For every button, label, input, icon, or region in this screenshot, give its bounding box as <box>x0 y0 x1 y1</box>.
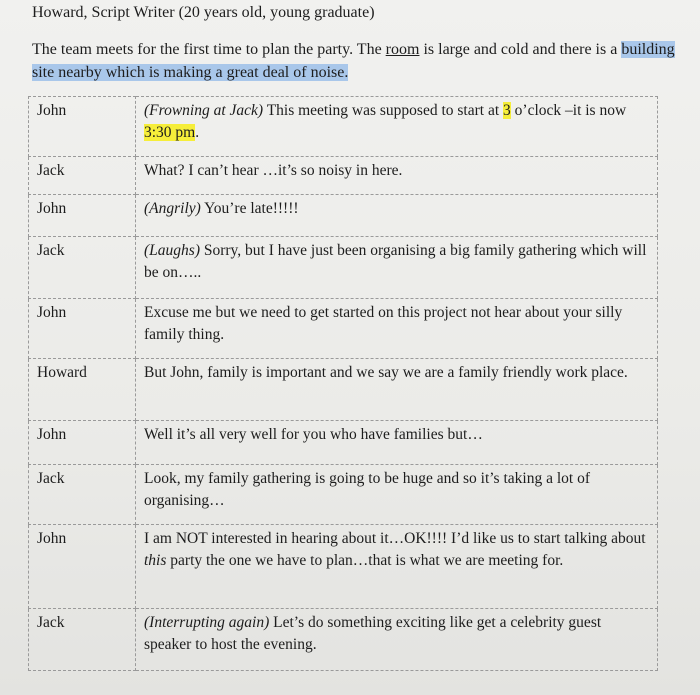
underlined-word-room: room <box>385 41 420 58</box>
dialogue-cell[interactable] <box>136 465 658 525</box>
dialogue-text: What? I can’t hear …it’s so noisy in here. <box>144 162 403 179</box>
speaker-cell[interactable]: John <box>29 195 136 237</box>
dialogue-text: o’clock –it is now <box>510 102 627 119</box>
scene-description <box>32 38 692 84</box>
dialogue-text: But John, family is important and we say we are a family friendly work place. <box>144 364 628 381</box>
table-row <box>29 195 658 237</box>
dialogue-table <box>28 96 658 671</box>
highlighted-text: 3 <box>503 102 511 119</box>
table-row <box>29 97 658 157</box>
dialogue-cell[interactable] <box>136 97 658 157</box>
speaker-cell[interactable]: John <box>29 97 136 157</box>
table-row <box>29 525 658 609</box>
character-heading: Howard, Script Writer (20 years old, young graduate) <box>32 4 375 21</box>
intro-text-start: The team meets for the first time to plan the party. The <box>32 41 386 58</box>
speaker-cell[interactable]: John <box>29 421 136 465</box>
stage-direction: (Angrily) <box>144 200 201 217</box>
intro-text-middle: is large and cold and there is a <box>419 41 622 58</box>
dialogue-text: Let’s do something exciting like get a celebrity guest speaker to host the evening. <box>144 614 602 653</box>
stage-direction: (Interrupting again) <box>144 614 270 631</box>
speaker-cell[interactable]: Jack <box>29 465 136 525</box>
dialogue-cell[interactable] <box>136 421 658 465</box>
table-row <box>29 359 658 421</box>
table-row <box>29 465 658 525</box>
dialogue-text: This meeting was supposed to start at <box>263 102 504 119</box>
dialogue-text: Well it’s all very well for you who have families but… <box>144 426 483 443</box>
stage-direction: (Frowning at Jack) <box>144 102 264 119</box>
dialogue-text: . <box>195 124 200 141</box>
speaker-cell[interactable]: Jack <box>29 609 136 671</box>
speaker-cell[interactable]: Jack <box>29 157 136 195</box>
speaker-cell[interactable]: John <box>29 299 136 359</box>
stage-direction: this <box>144 552 167 569</box>
table-row <box>29 299 658 359</box>
dialogue-text: You’re late!!!!! <box>200 200 299 217</box>
dialogue-text: Look, my family gathering is going to be huge and so it’s taking a lot of organising… <box>144 470 590 509</box>
dialogue-cell[interactable] <box>136 359 658 421</box>
dialogue-cell[interactable] <box>136 609 658 671</box>
dialogue-text: party the one we have to plan…that is what we are meeting for. <box>166 552 564 569</box>
dialogue-cell[interactable] <box>136 195 658 237</box>
dialogue-cell[interactable] <box>136 525 658 609</box>
stage-direction: (Laughs) <box>144 242 200 259</box>
table-row <box>29 157 658 195</box>
table-row <box>29 237 658 299</box>
dialogue-cell[interactable] <box>136 237 658 299</box>
dialogue-cell[interactable] <box>136 157 658 195</box>
dialogue-text: I am NOT interested in hearing about it…OK!!!! I’d like us to start talking about <box>144 530 646 547</box>
selected-text[interactable]: building site nearby which is making a great deal of noise. <box>32 41 675 81</box>
speaker-cell[interactable]: John <box>29 525 136 609</box>
highlighted-text: 3:30 pm <box>144 124 196 141</box>
dialogue-text: Excuse me but we need to get started on this project not hear about your silly family thing. <box>144 304 623 343</box>
table-row <box>29 609 658 671</box>
dialogue-text: Sorry, but I have just been organising a big family gathering which will be on….. <box>144 242 647 281</box>
table-row <box>29 421 658 465</box>
speaker-cell[interactable]: Howard <box>29 359 136 421</box>
dialogue-cell[interactable] <box>136 299 658 359</box>
speaker-cell[interactable]: Jack <box>29 237 136 299</box>
